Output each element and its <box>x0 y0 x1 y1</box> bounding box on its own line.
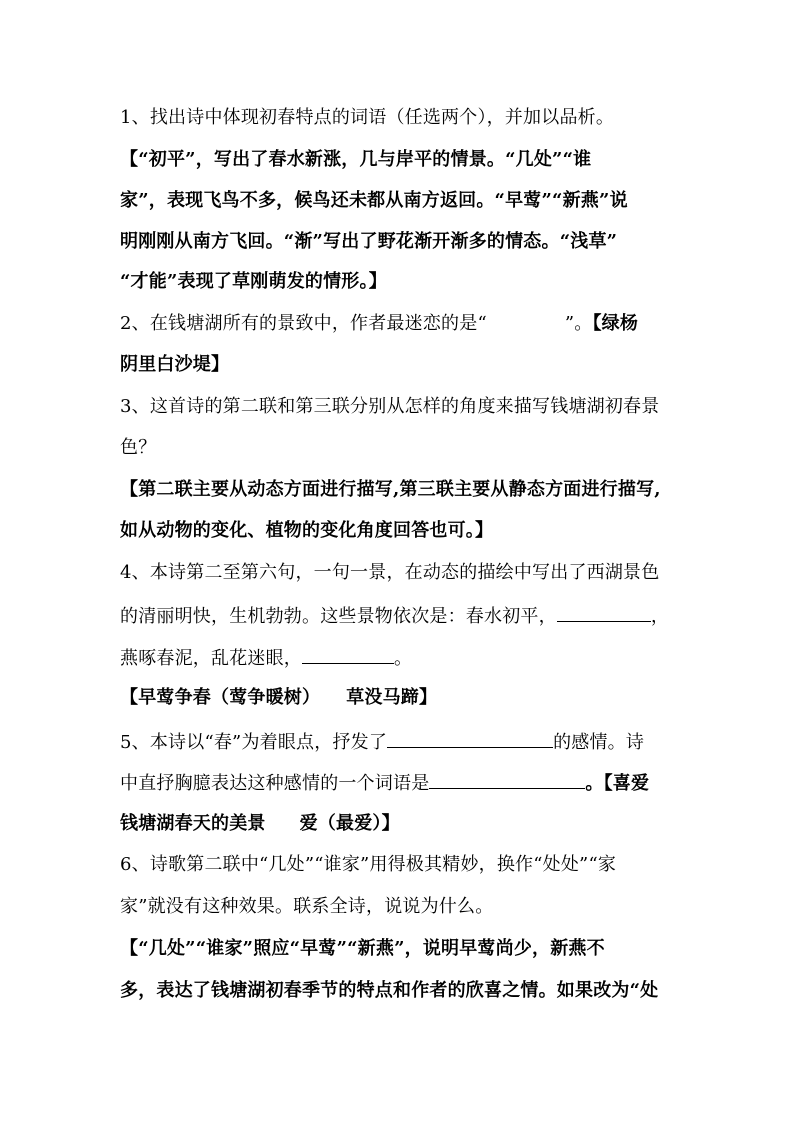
question-3-line-1: 3、这首诗的第二联和第三联分别从怎样的角度来描写钱塘湖初春景 <box>120 396 660 417</box>
answer-5-start: 。【喜爱 <box>585 773 650 794</box>
answer-4-part-1: 【早莺争春（莺争暖树） <box>120 687 321 708</box>
question-6-line-1: 6、诗歌第二联中“几处”“谁家”用得极其精妙，换作“处处”“家 <box>120 854 617 875</box>
question-4-line-2-end: ， <box>650 606 670 627</box>
question-6-line-2: 家”就没有这种效果。联系全诗，说说为什么。 <box>120 896 494 917</box>
question-4-line-2 <box>120 603 680 629</box>
question-4-line-2-text: 的清丽明快，生机勃勃。这些景物依次是：春水初平， <box>120 606 557 627</box>
answer-6-line-1: 【“几处”“谁家”照应“早莺”“新燕”，说明早莺尚少，新燕不 <box>120 938 605 959</box>
answer-1-line-3: 明刚刚从南方飞回。“渐”写出了野花渐开渐多的情态。“浅草” <box>120 231 618 252</box>
question-5-line-2-text: 中直抒胸臆表达这种感情的一个词语是 <box>120 773 430 794</box>
question-2-text: 2、在钱塘湖所有的景致中，作者最迷恋的是“ <box>120 313 487 334</box>
answer-3-line-1: 【第二联主要从动态方面进行描写,第三联主要从静态方面进行描写, <box>120 479 661 500</box>
question-5-blank-2 <box>429 770 585 789</box>
question-4-blank-2 <box>302 645 394 664</box>
question-4-line-1: 4、本诗第二至第六句，一句一景，在动态的描绘中写出了西湖景色 <box>120 562 660 583</box>
question-1: 1、找出诗中体现初春特点的词语（任选两个），并加以品析。 <box>120 107 615 128</box>
question-4-blank-1 <box>557 603 651 622</box>
question-2-line-1 <box>120 312 680 336</box>
answer-1-line-1: 【“初平”，写出了春水新涨，几与岸平的情景。“几处”“谁 <box>120 149 592 170</box>
answer-4-part-2: 草没马蹄】 <box>346 687 438 708</box>
answer-2-start: 【绿杨 <box>592 313 639 334</box>
question-5-line-2 <box>120 770 680 796</box>
answer-2-line-2: 阴里白沙堤】 <box>120 354 230 375</box>
answer-1-line-2: 家”，表现飞鸟不多，候鸟还未都从南方返回。“早莺”“新燕”说 <box>120 190 628 211</box>
question-3-line-2: 色？ <box>120 437 157 458</box>
answer-4 <box>120 686 680 710</box>
answer-3-line-2: 如从动物的变化、植物的变化角度回答也可。】 <box>120 520 494 541</box>
question-2-text-end: ”。 <box>564 313 593 334</box>
question-4-line-3 <box>120 645 680 671</box>
question-5-blank-1 <box>387 729 553 748</box>
question-5-line-1 <box>120 729 680 755</box>
question-4-line-3-end: 。 <box>394 648 413 669</box>
answer-1-line-4: “才能”表现了草刚萌发的情形。】 <box>120 271 387 292</box>
question-5-line-1-end: 的感情。诗 <box>553 732 645 753</box>
question-4-line-3-text: 燕啄春泥，乱花迷眼， <box>120 648 302 669</box>
answer-5-part-1: 钱塘湖春天的美景 <box>120 813 266 834</box>
answer-5-line-3 <box>120 812 680 836</box>
answer-6-line-2: 多，表达了钱塘湖初春季节的特点和作者的欣喜之情。如果改为“处 <box>120 980 659 1001</box>
question-5-line-1-text: 5、本诗以“春”为着眼点，抒发了 <box>120 732 388 753</box>
answer-5-part-2: 爱（最爱）】 <box>299 813 400 834</box>
